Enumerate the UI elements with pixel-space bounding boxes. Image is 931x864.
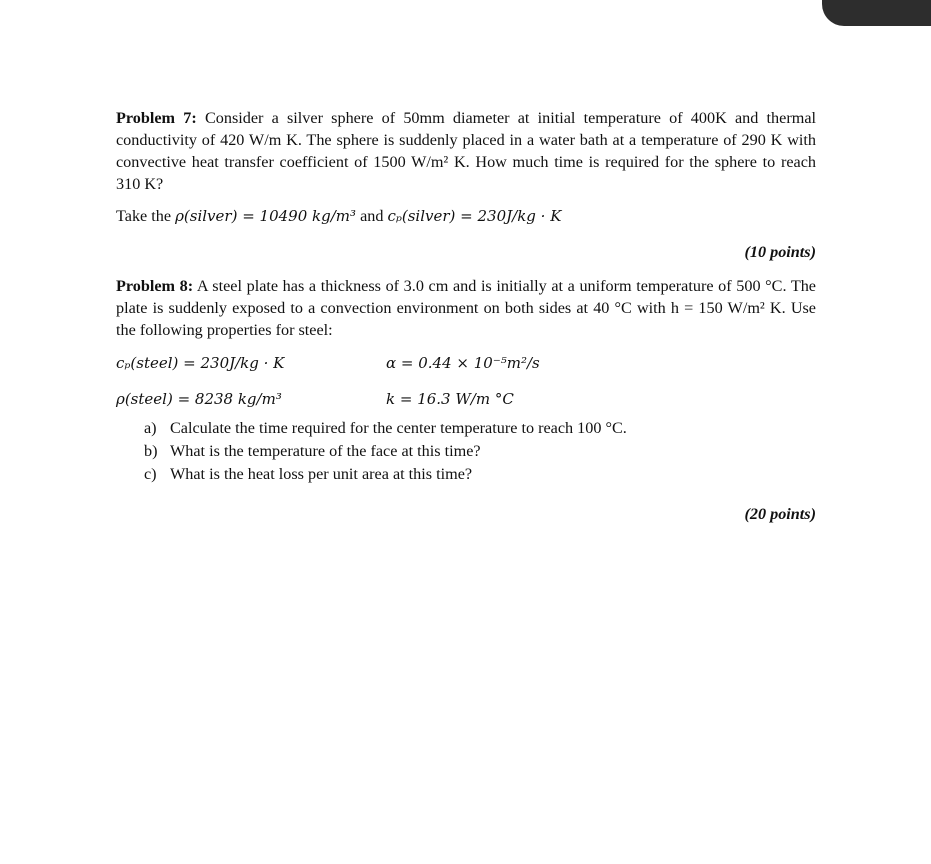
problem-8-body: A steel plate has a thickness of 3.0 cm and is initially at a uniform temperature of 500 °C. The plate is suddenly exposed to a convection environment on both sides at 40 °C with h = 150 W/m² K. Use the following properties for steel: xyxy=(116,277,816,339)
question-label: a) xyxy=(144,419,157,437)
properties-row-1 xyxy=(116,345,816,381)
alpha-steel: α = 0.44 × 10⁻⁵m²/s xyxy=(386,354,540,372)
given-prefix: Take the xyxy=(116,207,176,225)
question-label: b) xyxy=(144,442,158,460)
rho-steel: ρ(steel) = 8238 kg/m³ xyxy=(116,390,282,408)
question-text: Calculate the time required for the center temperature to reach 100 °C. xyxy=(170,419,627,437)
given-and: and xyxy=(356,207,388,225)
properties-row-2 xyxy=(116,381,816,417)
cp-silver: cₚ(silver) = 230J/kg · K xyxy=(387,207,562,225)
question-text: What is the heat loss per unit area at this time? xyxy=(170,465,473,483)
k-steel: k = 16.3 W/m °C xyxy=(386,390,514,408)
rho-silver: ρ(silver) = 10490 kg/m³ xyxy=(175,207,357,225)
question-text: What is the temperature of the face at this time? xyxy=(170,442,481,460)
problem-8-text xyxy=(116,275,816,341)
question-c xyxy=(144,463,816,486)
problem-7-body: Consider a silver sphere of 50mm diameter at initial temperature of 400K and thermal conductivity of 420 W/m K. The sphere is suddenly placed in a water bath at a temperature of 290 K with convective heat transfer coefficient of 1500 W/m² K. How much time is required for the sphere to reach 310 K? xyxy=(116,109,817,193)
document-page xyxy=(116,107,816,525)
question-list xyxy=(116,417,816,486)
problem-8-points: (20 points) xyxy=(744,505,816,523)
floating-action-button[interactable] xyxy=(822,0,931,26)
problem-7-points: (10 points) xyxy=(744,243,816,261)
question-label: c) xyxy=(144,465,157,483)
question-b xyxy=(144,440,816,463)
problem-7-text xyxy=(116,107,816,195)
cp-steel: cₚ(steel) = 230J/kg · K xyxy=(116,354,285,372)
problem-8-label: Problem 8: xyxy=(116,277,194,295)
problem-7-label: Problem 7: xyxy=(116,109,197,127)
problem-7-given xyxy=(116,205,816,227)
question-a xyxy=(144,417,816,440)
